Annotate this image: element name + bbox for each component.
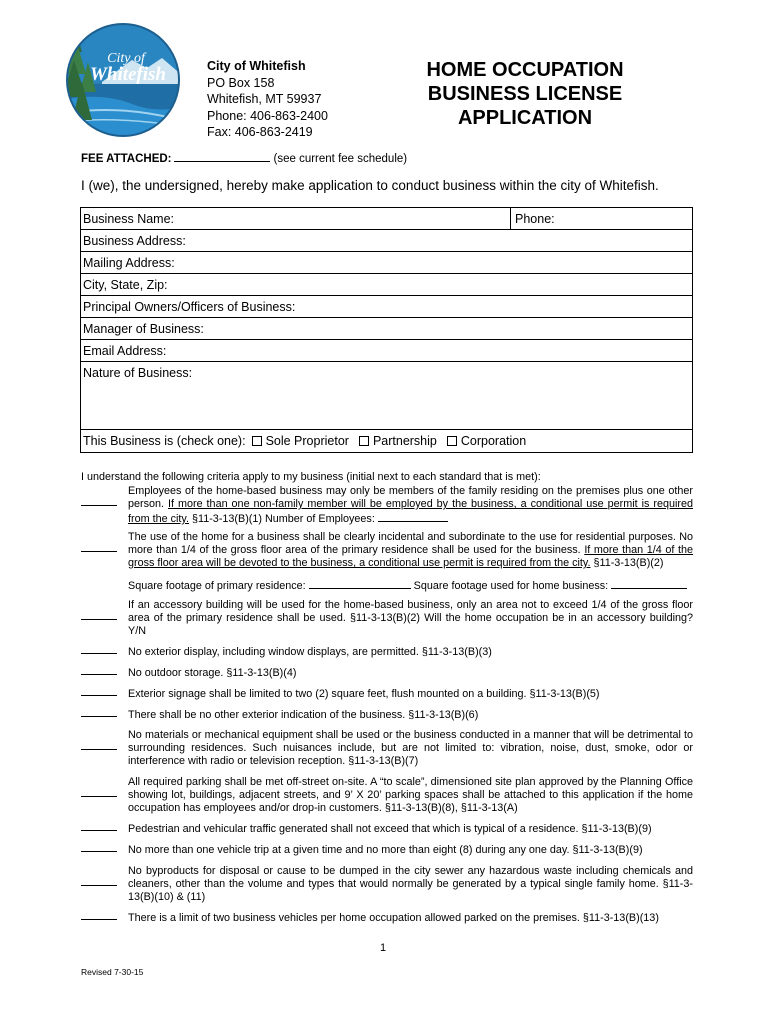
criterion-traffic — [81, 823, 693, 836]
intro-statement: I (we), the undersigned, hereby make application to conduct business within the city of Whitefish. — [81, 178, 659, 193]
title-line-3: APPLICATION — [457, 107, 593, 129]
logo-text-line1: City of — [107, 51, 145, 66]
title-line-2: BUSINESS LICENSE — [427, 83, 623, 105]
business-address-label: Business Address: — [83, 233, 186, 248]
criterion-vehicle-trips — [81, 844, 693, 857]
sq-primary-blank[interactable] — [309, 578, 411, 589]
criterion-exterior-indication — [81, 709, 693, 722]
criterion-text: No materials or mechanical equipment shall be used or the business conducted in a manner that will be detrimental to surrounding residences. Such nuisances include, but are not limited to: vibration, noise, dust, smoke, odor or interference with radio or television reception. §11-3-13(B)(7) — [128, 729, 693, 767]
square-footage-row — [81, 578, 693, 593]
criterion-text: Employees of the home-based business may only be members of the family residing on the premises plus one other person. — [128, 485, 693, 510]
initial-line[interactable] — [81, 619, 117, 620]
phone-number: Phone: 406-863-2400 — [207, 108, 328, 123]
initial-line[interactable] — [81, 919, 117, 920]
initial-line[interactable] — [81, 505, 117, 506]
initial-line[interactable] — [81, 796, 117, 797]
criterion-text: There is a limit of two business vehicles per home occupation allowed parked on the premises. §11-3-13(B)(13) — [128, 912, 659, 924]
sq-home-label: Square footage used for home business: — [413, 580, 609, 592]
initial-line[interactable] — [81, 674, 117, 675]
criterion-business-vehicles — [81, 912, 693, 925]
business-type-row — [81, 430, 692, 452]
application-form — [80, 207, 693, 453]
criterion-text-ref: §11-3-13(B)(1) Number of Employees: — [192, 513, 375, 525]
criterion-underlined-text: If more than one non-family member will be employed by the business, a conditional use permit is required from the city. — [128, 498, 693, 525]
criterion-text: No more than one vehicle trip at a given time and no more than eight (8) during any one day. §11-3-13(B)(9) — [128, 844, 643, 856]
business-type-label: This Business is (check one): — [83, 434, 246, 448]
city-state-zip-label: City, State, Zip: — [83, 277, 168, 292]
criterion-exterior-display — [81, 646, 693, 659]
criterion-text: If an accessory building will be used for the home-based business, only an area not to exceed 1/4 of the gross floor area of the primary residence shall be used. §11-3-13(B)(2) Will the home occupation be in an accessory building? Y/N — [128, 599, 693, 637]
phone-label: Phone: — [515, 211, 555, 226]
corporation-label: Corporation — [460, 434, 527, 448]
criterion-signage — [81, 688, 693, 701]
criterion-text: There shall be no other exterior indication of the business. §11-3-13(B)(6) — [128, 709, 479, 721]
business-address-field[interactable] — [81, 230, 692, 252]
owners-field[interactable] — [81, 296, 692, 318]
page-number: 1 — [380, 942, 387, 954]
fee-note: (see current fee schedule) — [273, 153, 408, 165]
phone-field[interactable] — [511, 208, 555, 229]
manager-field[interactable] — [81, 318, 692, 340]
criterion-floor-area — [81, 531, 693, 570]
sq-primary-label: Square footage of primary residence: — [128, 580, 306, 592]
business-name-label: Business Name: — [83, 211, 175, 226]
title-line-1: HOME OCCUPATION — [426, 59, 624, 81]
sole-proprietor-checkbox[interactable] — [252, 436, 262, 446]
criterion-parking — [81, 776, 693, 815]
corporation-checkbox[interactable] — [447, 436, 457, 446]
initial-line[interactable] — [81, 551, 117, 552]
employees-blank[interactable] — [378, 511, 448, 522]
nature-of-business-field[interactable] — [81, 362, 692, 430]
business-name-field[interactable] — [83, 208, 511, 229]
criterion-text: Exterior signage shall be limited to two (2) square feet, flush mounted on a building. §11-3-13(B)(5) — [128, 688, 600, 700]
email-label: Email Address: — [83, 343, 167, 358]
city-logo — [62, 22, 184, 138]
initial-line[interactable] — [81, 851, 117, 852]
mailing-address-field[interactable] — [81, 252, 692, 274]
city-address — [207, 58, 328, 141]
initial-line[interactable] — [81, 749, 117, 750]
criterion-hazardous-waste — [81, 865, 693, 904]
partnership-label: Partnership — [372, 434, 437, 448]
criterion-employees — [81, 485, 693, 526]
criterion-text: Pedestrian and vehicular traffic generated shall not exceed that which is typical of a residence. §11-3-13(B)(9) — [128, 823, 652, 835]
po-box: PO Box 158 — [207, 75, 275, 90]
nature-label: Nature of Business: — [83, 366, 193, 380]
email-field[interactable] — [81, 340, 692, 362]
criterion-underlined-text: If more than 1/4 of the gross floor area will be devoted to the business, a conditional use permit is required from the city. — [128, 544, 693, 569]
fee-attached — [81, 151, 407, 165]
initial-line[interactable] — [81, 830, 117, 831]
fax-number: Fax: 406-863-2419 — [207, 125, 313, 139]
city-state-zip-address: Whitefish, MT 59937 — [207, 92, 322, 106]
initial-line[interactable] — [81, 716, 117, 717]
logo-text-line2: Whitefish — [89, 64, 167, 85]
criterion-accessory-building — [81, 599, 693, 638]
manager-label: Manager of Business: — [83, 321, 204, 336]
initial-line[interactable] — [81, 695, 117, 696]
document-title — [400, 58, 650, 130]
criterion-outdoor-storage — [81, 667, 693, 680]
criterion-text: The use of the home for a business shall be clearly incidental and subordinate to the use for residential purposes. No more than 1/4 of the gross floor area of the primary residence shall be used for the business. — [128, 531, 693, 556]
fee-label: FEE ATTACHED: — [81, 153, 172, 165]
revised-date: Revised 7-30-15 — [81, 967, 144, 977]
fee-blank[interactable] — [174, 151, 270, 162]
criterion-text: All required parking shall be met off-street on-site. A “to scale”, dimensioned site plan approved by the Planning Office showing lot, buildings, adjacent streets, and 9’ X 20’ parking spaces shall be attached to this application if the home occupation has employees and/or drop-in customers. §11-3-13(B)(8), §11-3-13(A) — [128, 776, 693, 814]
sole-proprietor-label: Sole Proprietor — [265, 434, 349, 448]
initial-line[interactable] — [81, 653, 117, 654]
criteria-intro: I understand the following criteria apply to my business (initial next to each standard that is met): — [81, 471, 541, 483]
sq-home-blank[interactable] — [611, 578, 687, 589]
criterion-nuisance — [81, 729, 693, 768]
criterion-text: No exterior display, including window displays, are permitted. §11-3-13(B)(3) — [128, 646, 492, 658]
criterion-text: No outdoor storage. §11-3-13(B)(4) — [128, 667, 297, 679]
criterion-text-ref: §11-3-13(B)(2) — [593, 557, 664, 569]
owners-label: Principal Owners/Officers of Business: — [83, 299, 296, 314]
criterion-text: No byproducts for disposal or cause to be dumped in the city sewer any hazardous waste including chemicals and cleaners, other than the volume and types that would normally be generated by a typical single family home. §11-3-13(B)(10) & (11) — [128, 865, 693, 903]
city-state-zip-field[interactable] — [81, 274, 692, 296]
city-name: City of Whitefish — [207, 59, 306, 73]
mailing-address-label: Mailing Address: — [83, 255, 175, 270]
business-name-row — [81, 208, 692, 230]
partnership-checkbox[interactable] — [359, 436, 369, 446]
initial-line[interactable] — [81, 885, 117, 886]
